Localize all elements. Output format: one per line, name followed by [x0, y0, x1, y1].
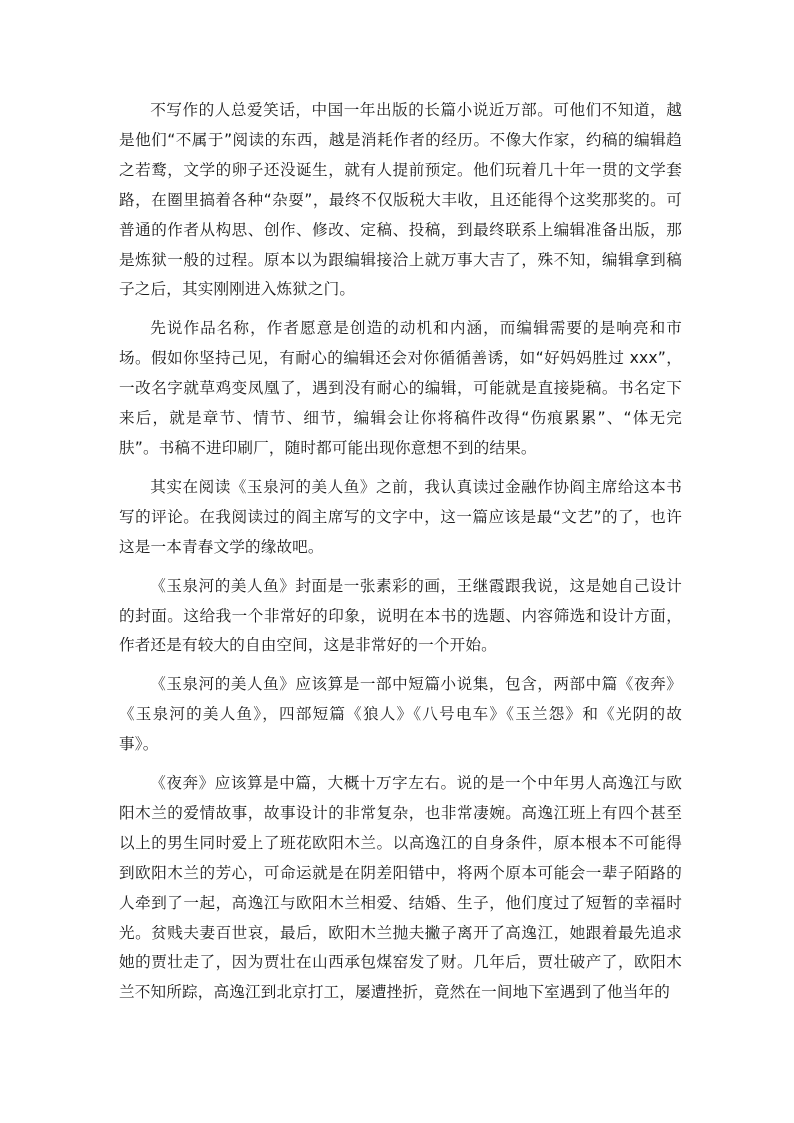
paragraph-1: 不写作的人总爱笑话，中国一年出版的长篇小说近万部。可他们不知道，越是他们“不属于”阅读的东西，越是消耗作者的经历。不像大作家，约稿的编辑趋之若鹜，文学的卵子还没诞生，就有人提前预定。他们玩着几十年一贯的文学套路，在圈里搞着各种“杂耍”，最终不仅版税大丰收，且还能得个这奖那奖的。可普通的作者从构思、创作、修改、定稿、投稿，到最终联系上编辑准备出版，那是炼狱一般的过程。原本以为跟编辑接洽上就万事大吉了，殊不知，编辑拿到稿子之后，其实刚刚进入炼狱之门。 [119, 101, 682, 299]
paragraph-3: 其实在阅读《玉泉河的美人鱼》之前，我认真读过金融作协阎主席给这本书写的评论。在我阅读过的阎主席写的文字中，这一篇应该是最“文艺”的了，也许这是一本青春文学的缘故吧。 [119, 477, 682, 556]
paragraph-6: 《夜奔》应该算是中篇，大概十万字左右。说的是一个中年男人高逸江与欧阳木兰的爱情故事，故事设计的非常复杂，也非常凄婉。高逸江班上有四个甚至以上的男生同时爱上了班花欧阳木兰。以高逸江的自身条件，原本根本不可能得到欧阳木兰的芳心，可命运就是在阴差阳错中，将两个原本可能会一辈子陌路的人牵到了一起，高逸江与欧阳木兰相爱、结婚、生子，他们度过了短暂的幸福时光。贫贱夫妻百世哀，最后，欧阳木兰抛夫撇子离开了高逸江，她跟着最先追求她的贾壮走了，因为贾壮在山西承包煤窑发了财。几年后，贾壮破产了，欧阳木兰不知所踪，高逸江到北京打工，屡遭挫折，竟然在一间地下室遇到了他当年的 [119, 774, 682, 1002]
paragraph-2: 先说作品名称，作者愿意是创造的动机和内涵，而编辑需要的是响亮和市场。假如你坚持己见，有耐心的编辑还会对你循循善诱，如“好妈妈胜过 xxx”，一改名字就草鸡变凤凰了，遇到没有耐心的编辑，可能就是直接毙稿。书名定下来后，就是章节、情节、细节，编辑会让你将稿件改得“伤痕累累”、“体无完肤”。书稿不进印刷厂，随时都可能出现你意想不到的结果。 [119, 319, 682, 457]
document-body [119, 96, 682, 1017]
paragraph-5: 《玉泉河的美人鱼》应该算是一部中短篇小说集，包含，两部中篇《夜奔》《玉泉河的美人鱼》，四部短篇《狼人》《八号电车》《玉兰怨》和《光阴的故事》。 [119, 675, 682, 754]
paragraph-4: 《玉泉河的美人鱼》封面是一张素彩的画，王继霞跟我说，这是她自己设计的封面。这给我一个非常好的印象，说明在本书的选题、内容筛选和设计方面，作者还是有较大的自由空间，这是非常好的一个开始。 [119, 576, 682, 655]
